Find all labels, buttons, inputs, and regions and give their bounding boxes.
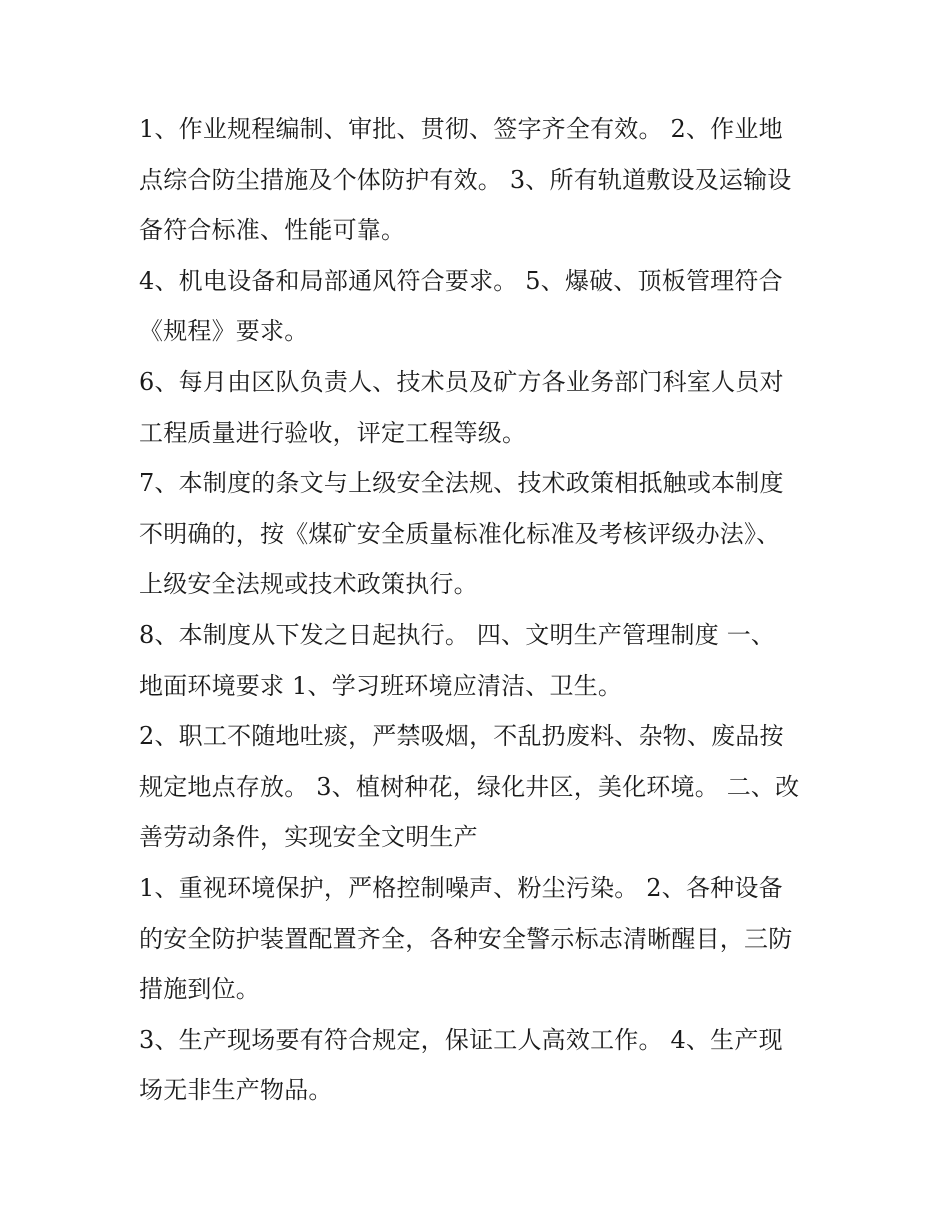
text-line: 上级安全法规或技术政策执行。 (139, 570, 478, 599)
text-line: 地面环境要求 1、学习班环境应清洁、卫生。 (139, 671, 623, 700)
text-line: 3、生产现场要有符合规定，保证工人高效工作。 4、生产现 (139, 1025, 783, 1054)
text-line: 善劳动条件，实现安全文明生产 (139, 823, 478, 852)
text-line: 工程质量进行验收，评定工程等级。 (139, 418, 527, 447)
text-line: 7、本制度的条文与上级安全法规、技术政策相抵触或本制度 (139, 469, 784, 498)
text-line: 4、机电设备和局部通风符合要求。 5、爆破、顶板管理符合 (139, 266, 783, 295)
text-line: 点综合防尘措施及个体防护有效。 3、所有轨道敷设及运输设 (139, 165, 792, 194)
text-line: 1、作业规程编制、审批、贯彻、签字齐全有效。 2、作业地 (139, 115, 783, 143)
text-line: 8、本制度从下发之日起执行。 四、文明生产管理制度 一、 (139, 620, 776, 649)
text-line: 《规程》要求。 (139, 317, 309, 346)
text-line: 2、职工不随地吐痰，严禁吸烟，不乱扔废料、杂物、废品按 (139, 722, 784, 751)
text-line: 不明确的，按《煤矿安全质量标准化标准及考核评级办法》、 (139, 519, 781, 548)
text-line: 措施到位。 (139, 975, 260, 1004)
text-line: 备符合标准、性能可靠。 (139, 216, 406, 245)
document-body (139, 104, 819, 1116)
text-line: 的安全防护装置配置齐全，各种安全警示标志清晰醒目，三防 (139, 924, 793, 953)
text-line: 1、重视环境保护，严格控制噪声、粉尘污染。 2、各种设备 (139, 873, 783, 902)
text-line: 规定地点存放。 3、植树种花，绿化井区，美化环境。 二、改 (139, 772, 800, 801)
text-line: 6、每月由区队负责人、技术员及矿方各业务部门科室人员对 (139, 367, 784, 396)
text-line: 场无非生产物品。 (139, 1076, 333, 1105)
